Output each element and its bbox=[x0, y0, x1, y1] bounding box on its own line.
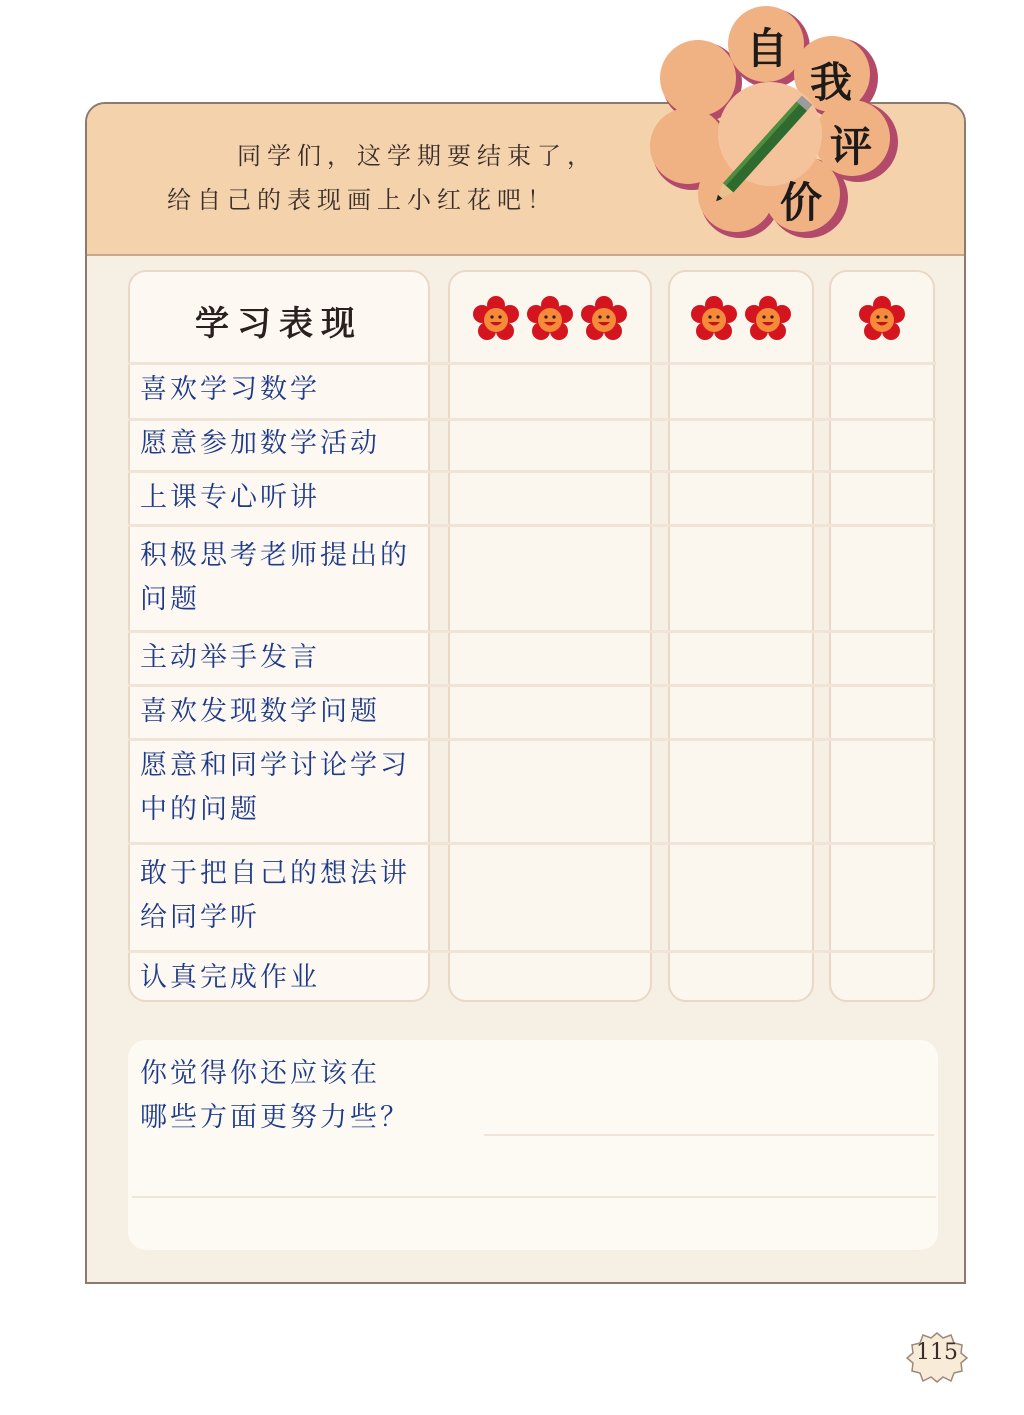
answer-line[interactable] bbox=[132, 1196, 936, 1198]
row-divider bbox=[128, 842, 936, 845]
row-divider bbox=[128, 950, 936, 953]
three-flowers-header bbox=[448, 292, 652, 348]
row-divider bbox=[128, 418, 936, 421]
row-divider bbox=[128, 362, 936, 365]
row-label-5: 主动举手发言 bbox=[140, 642, 320, 673]
badge-char-2: 我 bbox=[810, 58, 853, 107]
intro-text bbox=[167, 134, 597, 222]
reflection-line-2: 哪些方面更努力些？ bbox=[140, 1102, 410, 1133]
self-evaluation-badge bbox=[640, 2, 910, 252]
intro-line-2: 给自己的表现画上小红花吧！ bbox=[167, 186, 557, 214]
intro-line-1: 同学们，这学期要结束了， bbox=[237, 142, 597, 170]
red-flower-icon bbox=[580, 296, 628, 344]
red-flower-icon bbox=[690, 296, 738, 344]
row-label-4: 积极思考老师提出的问题 bbox=[140, 540, 410, 615]
badge-char-3: 评 bbox=[830, 122, 873, 171]
one-flower-header bbox=[829, 292, 935, 348]
row-divider bbox=[128, 684, 936, 687]
row-label-2: 愿意参加数学活动 bbox=[140, 428, 380, 459]
row-label-7: 愿意和同学讨论学习中的问题 bbox=[140, 750, 410, 825]
red-flower-icon bbox=[858, 296, 906, 344]
table-header-label: 学习表现 bbox=[195, 303, 363, 344]
red-flower-icon bbox=[744, 296, 792, 344]
row-label-9: 认真完成作业 bbox=[140, 962, 320, 993]
red-flower-icon bbox=[526, 296, 574, 344]
reflection-prompt bbox=[140, 1052, 410, 1140]
page-number: 115 bbox=[916, 1340, 958, 1365]
row-label-1: 喜欢学习数学 bbox=[140, 374, 320, 405]
badge-char-4: 价 bbox=[780, 178, 823, 227]
two-flowers-header bbox=[668, 292, 814, 348]
rating-column-three-flowers[interactable] bbox=[448, 270, 652, 1002]
red-flower-icon bbox=[472, 296, 520, 344]
rating-column-one-flower[interactable] bbox=[829, 270, 935, 1002]
row-label-8: 敢于把自己的想法讲给同学听 bbox=[140, 858, 410, 933]
row-divider bbox=[128, 524, 936, 527]
row-label-6: 喜欢发现数学问题 bbox=[140, 696, 380, 727]
row-divider bbox=[128, 738, 936, 741]
rating-column-two-flowers[interactable] bbox=[668, 270, 814, 1002]
row-label-3: 上课专心听讲 bbox=[140, 482, 320, 513]
answer-line[interactable] bbox=[484, 1134, 934, 1136]
table-header-cell bbox=[128, 292, 430, 348]
badge-char-1: 自 bbox=[746, 24, 789, 73]
row-divider bbox=[128, 470, 936, 473]
row-divider bbox=[128, 630, 936, 633]
reflection-line-1: 你觉得你还应该在 bbox=[140, 1058, 380, 1089]
